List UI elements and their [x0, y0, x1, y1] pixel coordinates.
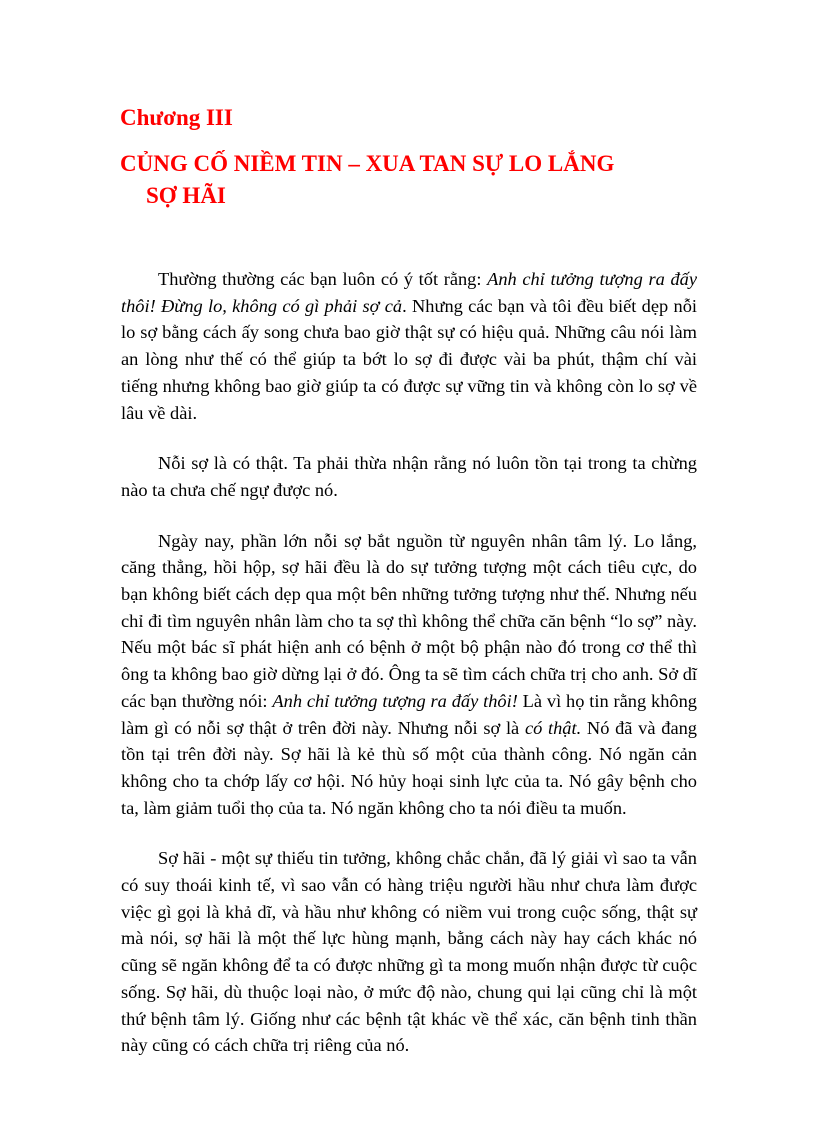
chapter-title — [120, 148, 680, 212]
chapter-title-line-2: SỢ HÃI — [146, 183, 226, 208]
paragraph-1 — [121, 266, 697, 426]
paragraph-3-text-1: Ngày nay, phần lớn nỗi sợ bắt nguồn từ nguyên nhân tâm lý. Lo lắng, căng thẳng, hồi hộp, sợ hãi đều là do sự tưởng tượng một cách tiêu cực, do bạn không biết cách dẹp qua một bên những tưởng tượng như thế. Nhưng nếu chỉ đi tìm nguyên nhân làm cho ta sợ thì không thể chữa căn bệnh “lo sợ” này. Nếu một bác sĩ phát hiện anh có bệnh ở một bộ phận nào đó trong cơ thể thì ông ta không bao giờ dừng lại ở đó. Ông ta sẽ tìm cách chữa trị cho anh. Sở dĩ các bạn thường nói: — [121, 530, 697, 711]
chapter-title-line-1: CỦNG CỐ NIỀM TIN – XUA TAN SỰ LO LẮNG — [120, 151, 615, 176]
body-text — [121, 266, 697, 1083]
paragraph-2-text: Nỗi sợ là có thật. Ta phải thừa nhận rằng nó luôn tồn tại trong ta chừng nào ta chưa chế ngự được nó. — [121, 453, 697, 500]
paragraph-3 — [121, 528, 697, 822]
chapter-label: Chương III — [120, 105, 233, 130]
paragraph-4-text: Sợ hãi - một sự thiếu tin tưởng, không chắc chắn, đã lý giải vì sao ta vẫn có suy thoái kinh tế, vì sao vẫn có hàng triệu người hầu như chưa làm được việc gì gọi là khả dĩ, và hầu như không có niềm vui trong cuộc sống, thật sự mà nói, sợ hãi là một thế lực hùng mạnh, bằng cách này hay cách khác nó cũng sẽ ngăn không để ta có được những gì ta mong muốn nhận được từ cuộc sống. Sợ hãi, dù thuộc loại nào, ở mức độ nào, chung qui lại cũng chỉ là một thứ bệnh tâm lý. Giống như các bệnh tật khác về thể xác, căn bệnh tinh thần này cũng có cách chữa trị riêng của nó. — [121, 848, 697, 1056]
paragraph-1-text-2: . Nhưng các bạn và tôi đều biết dẹp nỗi lo sợ bằng cách ấy song chưa bao giờ thật sự có hiệu quả. Những câu nói làm an lòng như thế có thể giúp ta bớt lo sợ đi được vài ba phút, thậm chí vài tiếng nhưng không bao giờ giúp ta có được sự vững tin và không còn lo sợ về lâu về dài. — [121, 295, 697, 423]
paragraph-3-quote-1: Anh chỉ tưởng tượng ra đấy thôi! — [272, 690, 518, 711]
paragraph-2 — [121, 450, 697, 503]
paragraph-3-quote-2: có thật. — [524, 717, 582, 738]
paragraph-3-text-3: Nó đã và đang tồn tại trên đời này. Sợ hãi là kẻ thù số một của thành công. Nó ngăn cản không cho ta chớp lấy cơ hội. Nó hủy hoại sinh lực của ta. Nó gây bệnh cho ta, làm giảm tuổi thọ của ta. Nó ngăn không cho ta nói điều ta muốn. — [121, 717, 697, 818]
paragraph-4 — [121, 845, 697, 1059]
paragraph-3-text-2: Là vì họ tin rằng không làm gì có nỗi sợ thật ở trên đời này. Nhưng nỗi sợ là — [121, 690, 697, 738]
paragraph-1-text-1: Thường thường các bạn luôn có ý tốt rằng: — [158, 269, 488, 289]
paragraph-1-quote: Anh chỉ tưởng tượng ra đấy thôi! Đừng lo, không có gì phải sợ cả — [121, 269, 697, 316]
